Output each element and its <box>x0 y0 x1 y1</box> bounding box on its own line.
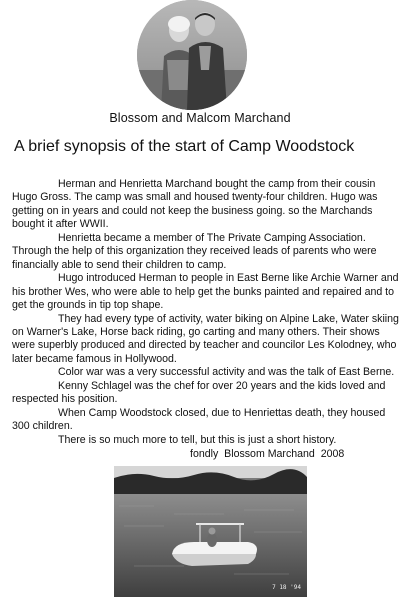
signature: fondly Blossom Marchand 2008 <box>190 448 345 460</box>
paragraph: When Camp Woodstock closed, due to Henriettas death, they housed 300 children. <box>12 406 386 433</box>
photo-caption: Blossom and Malcom Marchand <box>109 111 291 125</box>
paragraph: They had every type of activity, water biking on Alpine Lake, Water skiing on Warner's Lake, Horse back riding, go carting and many others. Their shows were superbly produced and directed by teacher and councilor Les Kolodney, who later became famous in Hollywood. <box>12 312 399 365</box>
paragraph: There is so much more to tell, but this is just a short history. <box>58 433 337 446</box>
paragraph: Henrietta became a member of The Private Camping Association. Through the help of this organization they received leads of parents who were financially able to send their children to camp. <box>12 231 377 271</box>
photo-date-stamp: 7 18 '94 <box>272 584 301 591</box>
paddle-boat-on-lake-photo <box>114 466 307 597</box>
paragraph: Hugo introduced Herman to people in East Berne like Archie Warner and his brother Wes, who were able to help get the bunks painted and repaired and to get the grounds in tip top shape. <box>12 272 399 312</box>
page-title: A brief synopsis of the start of Camp Woodstock <box>14 138 355 155</box>
paragraph: Color war was a very successful activity and was the talk of East Berne. <box>58 366 395 379</box>
synopsis-text <box>12 178 400 447</box>
couple-portrait-photo <box>137 0 247 110</box>
paragraph: Kenny Schlagel was the chef for over 20 years and the kids loved and respected his position. <box>12 379 386 406</box>
paragraph: Herman and Henrietta Marchand bought the camp from their cousin Hugo Gross. The camp was small and housed twenty-four children. Hugo was getting on in years and could not keep the business going. so the Marchands bought it after WWII. <box>12 178 378 231</box>
